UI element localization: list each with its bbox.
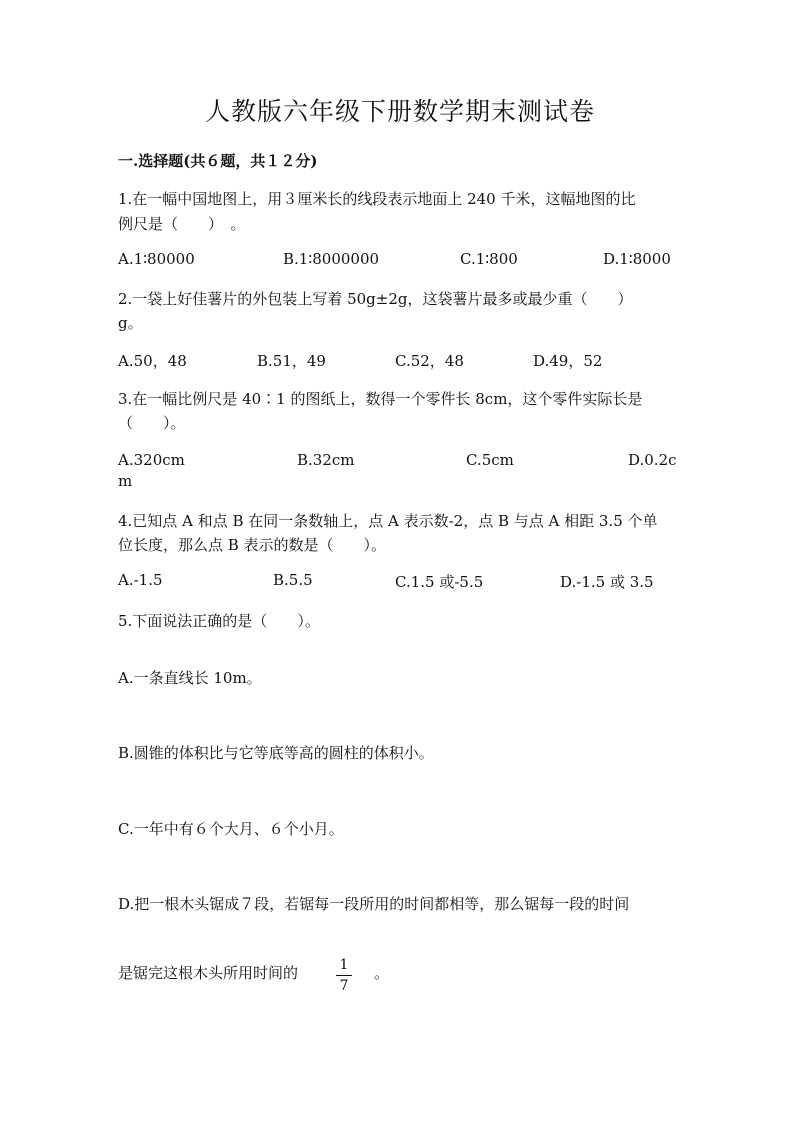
- question-2-option-b[interactable]: B.51，49: [257, 352, 326, 370]
- question-2-line-2: g。: [118, 314, 143, 332]
- question-4-line-1: 4.已知点 A 和点 B 在同一条数轴上，点 A 表示数-2，点 B 与点 A 相距 3.5 个单: [118, 512, 658, 530]
- section-heading: 一.选择题(共６题，共１２分): [118, 152, 318, 170]
- question-5-option-c[interactable]: C.一年中有６个大月、６个小月。: [118, 820, 344, 838]
- question-3-option-d-wrap: m: [118, 472, 133, 490]
- question-2-option-a[interactable]: A.50，48: [118, 352, 187, 370]
- question-2-option-c[interactable]: C.52，48: [395, 352, 464, 370]
- fraction-numerator: 1: [339, 957, 349, 973]
- question-1-option-a[interactable]: A.1∶80000: [118, 250, 195, 268]
- fraction-bar: [336, 975, 352, 976]
- fraction-denominator: 7: [339, 978, 349, 994]
- question-3-option-d[interactable]: D.0.2c: [628, 451, 677, 469]
- question-3-option-a[interactable]: A.320cm: [118, 451, 185, 469]
- question-2-option-d[interactable]: D.49，52: [533, 352, 603, 370]
- question-5-option-d-line-2: 是锯完这根木头所用时间的: [118, 964, 299, 982]
- question-1-option-c[interactable]: C.1∶800: [460, 250, 518, 268]
- question-3-line-1: 3.在一幅比例尺是 40∶1 的图纸上，数得一个零件长 8cm，这个零件实际长是: [118, 390, 643, 408]
- question-4-option-c[interactable]: C.1.5 或-5.5: [395, 573, 484, 591]
- question-3-option-c[interactable]: C.5cm: [466, 451, 514, 469]
- question-5-option-a[interactable]: A.一条直线长 10m。: [118, 669, 262, 687]
- question-5-line-1: 5.下面说法正确的是（ ）。: [118, 612, 320, 630]
- question-1-option-b[interactable]: B.1∶8000000: [283, 250, 380, 268]
- question-5-option-b[interactable]: B.圆锥的体积比与它等底等高的圆柱的体积小。: [118, 744, 434, 762]
- question-4-option-b[interactable]: B.5.5: [273, 571, 313, 589]
- page-title: 人教版六年级下册数学期末测试卷: [204, 97, 595, 126]
- question-1-line-1: 1.在一幅中国地图上，用３厘米长的线段表示地面上 240 千米，这幅地图的比: [118, 190, 636, 208]
- question-4-option-a[interactable]: A.-1.5: [118, 571, 163, 589]
- question-4-line-2: 位长度，那么点 B 表示的数是（ ）。: [118, 536, 387, 554]
- question-1-line-2: 例尺是（ ） 。: [118, 215, 246, 233]
- question-3-line-2: （ ）。: [118, 414, 186, 432]
- question-5-option-d[interactable]: D.把一根木头锯成７段，若锯每一段所用的时间都相等，那么锯每一段的时间: [118, 895, 630, 913]
- question-4-option-d[interactable]: D.-1.5 或 3.5: [560, 573, 654, 591]
- fraction-one-seventh: [336, 957, 352, 994]
- question-2-line-1: 2.一袋上好佳薯片的外包装上写着 50g±2g，这袋薯片最多或最少重（ ）: [118, 290, 633, 308]
- question-3-option-b[interactable]: B.32cm: [297, 451, 355, 469]
- question-1-option-d[interactable]: D.1∶8000: [603, 250, 671, 268]
- question-5-option-d-period: 。: [374, 964, 390, 982]
